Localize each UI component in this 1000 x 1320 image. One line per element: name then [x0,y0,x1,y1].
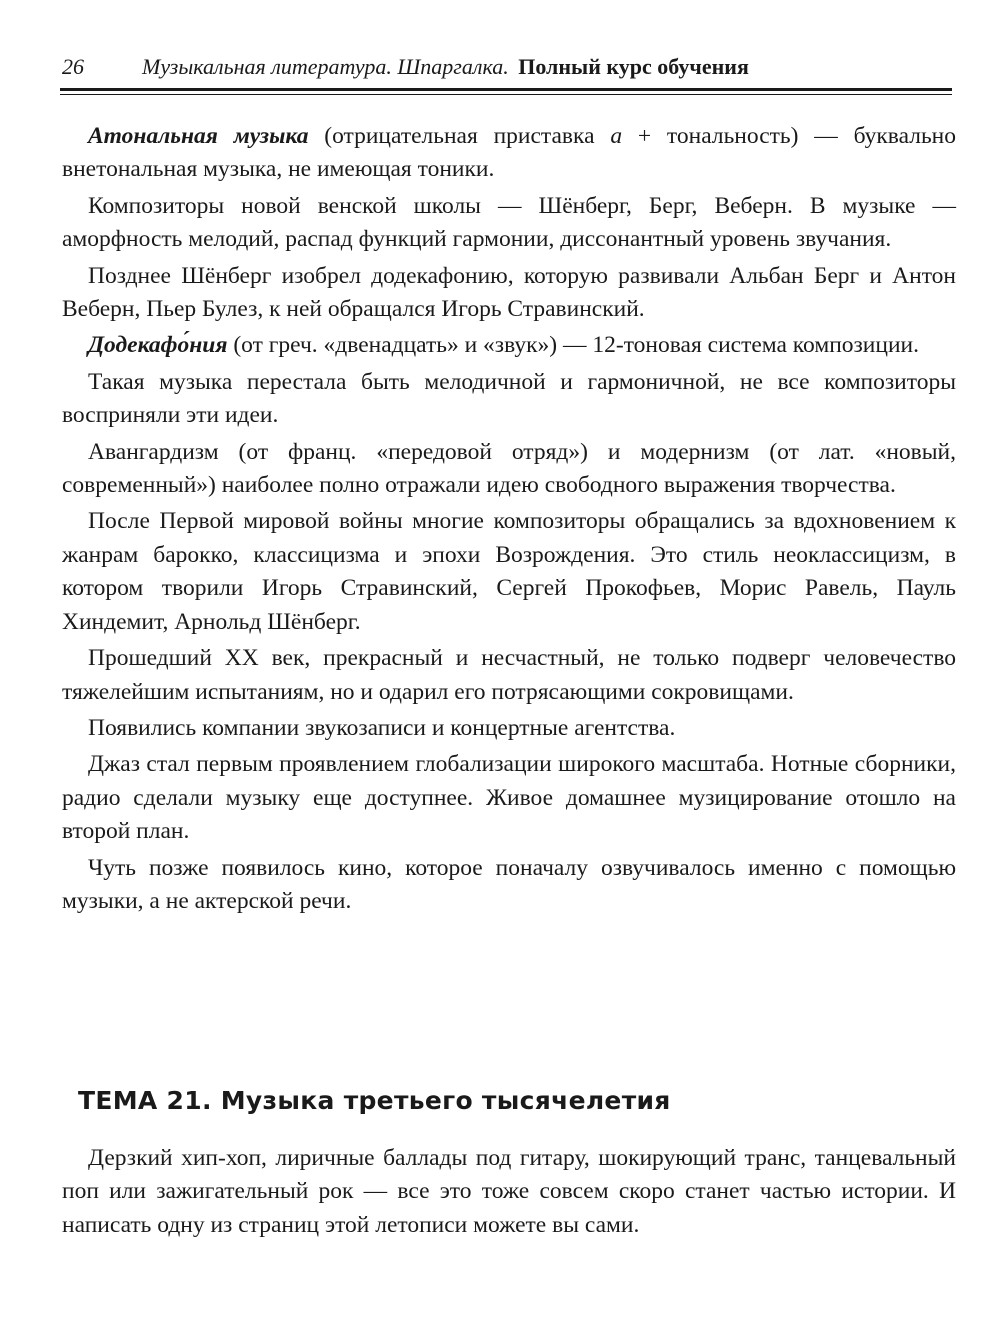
emphasis-term: хип-хоп [181,1145,262,1171]
paragraph [62,190,956,257]
text-run: (отрицательная приставка [308,123,611,149]
emphasis-term: а [610,123,623,149]
running-title-bold: Полный курс обучения [518,54,749,79]
text-run: которое поначалу озвучивалось именно с помощью музыки, а не актерской речи. [62,854,956,914]
topic-heading: ТЕМА 21. Музыка третьего тысячелетия [78,1086,671,1115]
paragraph [62,436,956,503]
running-title-italic: Музыкальная литература. Шпаргалка. [142,54,509,79]
text-run: стал первым проявлением глобализации широкого масштаба. Нотные сборники, радио сделали музыку еще доступнее. Живое домашнее музицирование отошло на второй план. [62,751,956,845]
paragraph [62,642,956,709]
emphasis-term: кино, [337,854,393,881]
text-run: Прошедший XX век, прекрасный и несчастный, не только подверг человечество тяжелейшим испытаниям, но и одарил его потрясающими сокровищами. [62,645,956,705]
header-rule-thin [60,94,952,95]
text-run: (от лат. «новый, современный») наиболее полно отражали идею свободного выражения творчества. [62,438,957,499]
text-run: Чуть позже появилось [88,854,338,881]
paragraph [62,1142,956,1242]
page-number: 26 [62,54,84,79]
text-run: , в котором творили Игорь Стравинский, Сергей Прокофьев, Морис Равель, Пауль Хиндемит, Арнольд Шёнберг. [62,541,956,635]
final-text [62,1142,956,1242]
emphasis-term: модернизм [640,438,750,465]
text-run: , танцевальный [800,1145,956,1171]
paragraph [62,329,956,362]
paragraph [62,120,956,187]
text-run: , лиричные [261,1145,384,1171]
paragraph [62,748,956,848]
text-run: или зажигательный [98,1178,319,1205]
text-run: Позднее Шёнберг изобрел [88,262,372,289]
text-run: После Первой мировой войны многие композиторы обращались за вдохновением к жанрам барокко, классицизма и эпохи Возрождения. Это стиль [62,508,956,568]
text-run: Композиторы новой венской школы — Шёнберг, Берг, Веберн. В музыке — аморфность мелодий, распад функций гармонии, диссонантный уровень звучания. [62,192,956,253]
text-run: Появились компании звукозаписи и концертные агентства. [88,714,676,741]
emphasis-term: баллады [383,1145,468,1171]
body-text [62,120,956,921]
text-run: под гитару, шокирующий [467,1145,745,1171]
text-run: (от франц. «передовой отряд») и [218,438,641,465]
text-run: которую развивали Альбан Берг и Антон Веберн, Пьер Булез, к ней обращался Игорь Стравинский. [62,262,956,323]
emphasis-term: Авангардизм [88,438,219,465]
text-run: + тональность) — буквально внетональная музыка, не имеющая тоники. [62,123,956,183]
text-run: (от греч. «двенадцать» и «звук») — 12-тоновая система композиции. [227,332,919,359]
emphasis-term: Джаз [88,751,140,778]
header-rule [60,88,952,91]
emphasis-term: Додекафо́ния [88,332,228,359]
text-run: Такая музыка перестала быть мелодичной и гармоничной, не все композиторы восприняли эти идеи. [62,368,956,429]
emphasis-term: додекафонию, [371,262,514,289]
paragraph [62,260,956,327]
page-header [62,48,952,88]
paragraph [62,852,956,919]
emphasis-term: Атональная музыка [88,123,309,149]
paragraph [62,366,956,433]
emphasis-term: поп [62,1178,99,1205]
emphasis-term: транс [744,1145,801,1171]
paragraph [62,712,956,745]
text-run: — все это тоже совсем скоро станет частью истории. И написать одну из страниц этой летописи можете вы сами. [62,1178,957,1238]
emphasis-term: неоклассицизм [773,541,925,568]
text-run: Дерзкий [88,1145,182,1171]
running-title [142,54,749,80]
paragraph [62,505,956,639]
emphasis-term: рок [318,1178,354,1205]
